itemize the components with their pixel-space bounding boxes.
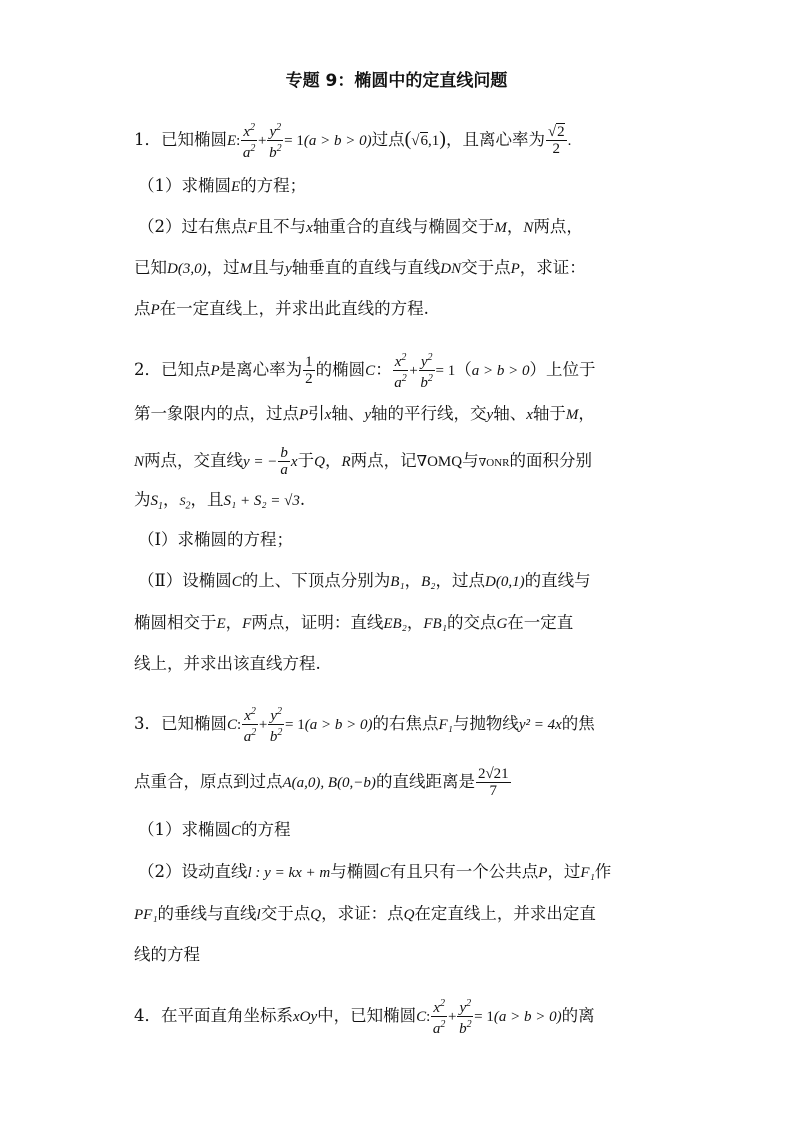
q1-sub-1: （1）求椭圆E的方程；: [138, 176, 307, 195]
fraction: $\frac{x^2}{a^2}$: [243, 706, 257, 745]
q1-line-4: 点P在一定直线上，并求出此直线的方程.: [134, 299, 429, 318]
q1-sub-2: （2）过右焦点F且不与x轴重合的直线与椭圆交于M，N两点，: [138, 217, 583, 236]
fraction: $\frac{y^2}{b^2}$: [459, 998, 472, 1037]
page-title: 专题 9：椭圆中的定直线问题: [285, 71, 508, 91]
q3-line-5: PF₁的垂线与直线l交于点Q，求证：点Q在定直线上，并求出定直: [134, 904, 596, 923]
q2-sub-1: （Ⅰ）求椭圆的方程；: [138, 530, 294, 549]
fraction: $\frac{1}{2}$: [305, 354, 313, 387]
q3-line-6: 线的方程: [134, 945, 200, 964]
fraction: $\frac{y^2}{b^2}$: [420, 352, 433, 391]
q1-line-3: 已知D(3,0)，过M且与y轴垂直的直线与直线DN交于点P，求证：: [134, 258, 586, 277]
fraction: $\frac{b}{a}$: [280, 445, 288, 478]
fraction: $\frac{x^2}{a^2}$: [394, 352, 407, 391]
q2-line-3: N两点，交直线y = − $\frac{b}{a}$ x于Q，R两点，记∇OMQ与∇ONR的面积分别: [134, 445, 592, 478]
fraction: $\frac{x^2}{a^2}$: [242, 122, 256, 161]
q2-line-6: 椭圆相交于E，F两点，证明：直线EB₂，FB₁的交点G在一定直: [134, 613, 574, 632]
q3-sub-2: （2）设动直线l : y = kx + m与椭圆C有且只有一个公共点P，过F₁作: [138, 862, 612, 881]
fraction: $\frac{√2}{2}$: [547, 124, 565, 157]
q3-line-1: 3．已知椭圆C: $\frac{x^2}{a^2}$ + $\frac{y^2}{b^2}$ = 1(a > b > 0)的右焦点F₁与抛物线y² = 4x的焦: [134, 706, 595, 745]
q2-line-1: 2．已知点P是离心率为 $\frac{1}{2}$ 的椭圆C： $\frac{x^2}{a^2}$ + $\frac{y^2}{b^2}$ = 1（a > b > 0）上位于: [134, 352, 596, 391]
q3-line-2: 点重合，原点到过点A(a,0), B(0,−b)的直线距离是 $\frac{2√21}{7}$: [134, 766, 509, 799]
q2-line-7: 线上，并求出该直线方程.: [134, 654, 321, 673]
fraction: $\frac{y^2}{b^2}$: [269, 122, 282, 161]
q2-line-2: 第一象限内的点，过点P引x轴、y轴的平行线，交y轴、x轴于M，: [134, 404, 595, 423]
q2-line-4: 为$S_1$，$S_2$，且S₁ + S₂ = √3.: [134, 490, 306, 512]
q2-sub-2: （Ⅱ）设椭圆C的上、下顶点分别为B₁，B₂，过点D(0,1)的直线与: [138, 571, 591, 590]
fraction: $\frac{x^2}{a^2}$: [432, 998, 446, 1037]
q4-line-1: 4．在平面直角坐标系xOy中，已知椭圆C: $\frac{x^2}{a^2}$ + $\frac{y^2}{b^2}$ = 1(a > b > 0)的离: [134, 998, 595, 1037]
fraction: $\frac{y^2}{b^2}$: [269, 706, 283, 745]
q3-sub-1: （1）求椭圆C的方程: [138, 820, 291, 839]
fraction: $\frac{2√21}{7}$: [477, 766, 509, 799]
q1-line-1: 1．已知椭圆E: $\frac{x^2}{a^2}$ + $\frac{y^2}{b^2}$ = 1(a > b > 0)过点(√6,1)，且离心率为 $\frac{√2}{2}$ .: [134, 122, 572, 161]
